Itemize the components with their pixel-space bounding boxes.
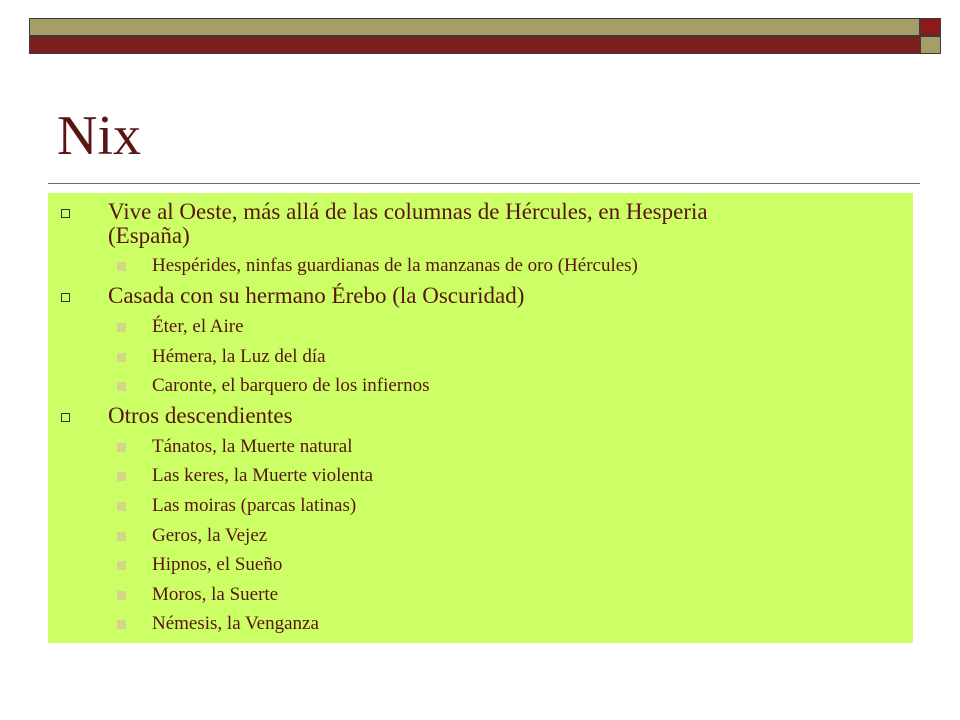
bullet-text: Casada con su hermano Érebo (la Oscuridad): [108, 283, 525, 308]
bullet-text-continued: (España): [108, 223, 190, 248]
square-bullet-icon: [117, 561, 126, 570]
box-bullet-icon: [61, 413, 70, 422]
title-divider: [48, 183, 920, 184]
square-bullet-icon: [117, 382, 126, 391]
square-bullet-icon: [117, 443, 126, 452]
box-bullet-icon: [61, 293, 70, 302]
top-red-square: [920, 18, 941, 36]
sub-bullet-text: Éter, el Aire: [152, 316, 244, 337]
sub-bullet-text: Hespérides, ninfas guardianas de la manzanas de oro (Hércules): [152, 255, 638, 276]
box-bullet-icon: [61, 209, 70, 218]
slide-title: Nix: [57, 105, 141, 167]
sub-bullet-text: Tánatos, la Muerte natural: [152, 436, 353, 457]
square-bullet-icon: [117, 353, 126, 362]
square-bullet-icon: [117, 532, 126, 541]
sub-bullet-text: Hémera, la Luz del día: [152, 346, 326, 367]
square-bullet-icon: [117, 591, 126, 600]
bullet-text: Otros descendientes: [108, 403, 293, 428]
sub-bullet-text: Némesis, la Venganza: [152, 613, 319, 634]
bullet-text: Vive al Oeste, más allá de las columnas de Hércules, en Hesperia: [108, 199, 708, 224]
top-olive-bar: [29, 18, 920, 36]
square-bullet-icon: [117, 323, 126, 332]
square-bullet-icon: [117, 502, 126, 511]
sub-bullet-text: Geros, la Vejez: [152, 525, 268, 546]
sub-bullet-text: Las keres, la Muerte violenta: [152, 465, 374, 486]
sub-bullet-text: Moros, la Suerte: [152, 584, 279, 605]
sub-bullet-text: Hipnos, el Sueño: [152, 554, 283, 575]
sub-bullet-text: Caronte, el barquero de los infiernos: [152, 375, 430, 396]
sub-bullet-text: Las moiras (parcas latinas): [152, 495, 357, 516]
top-olive-square: [920, 36, 941, 54]
square-bullet-icon: [117, 472, 126, 481]
square-bullet-icon: [117, 620, 126, 629]
top-maroon-bar: [29, 36, 941, 54]
square-bullet-icon: [117, 262, 126, 271]
